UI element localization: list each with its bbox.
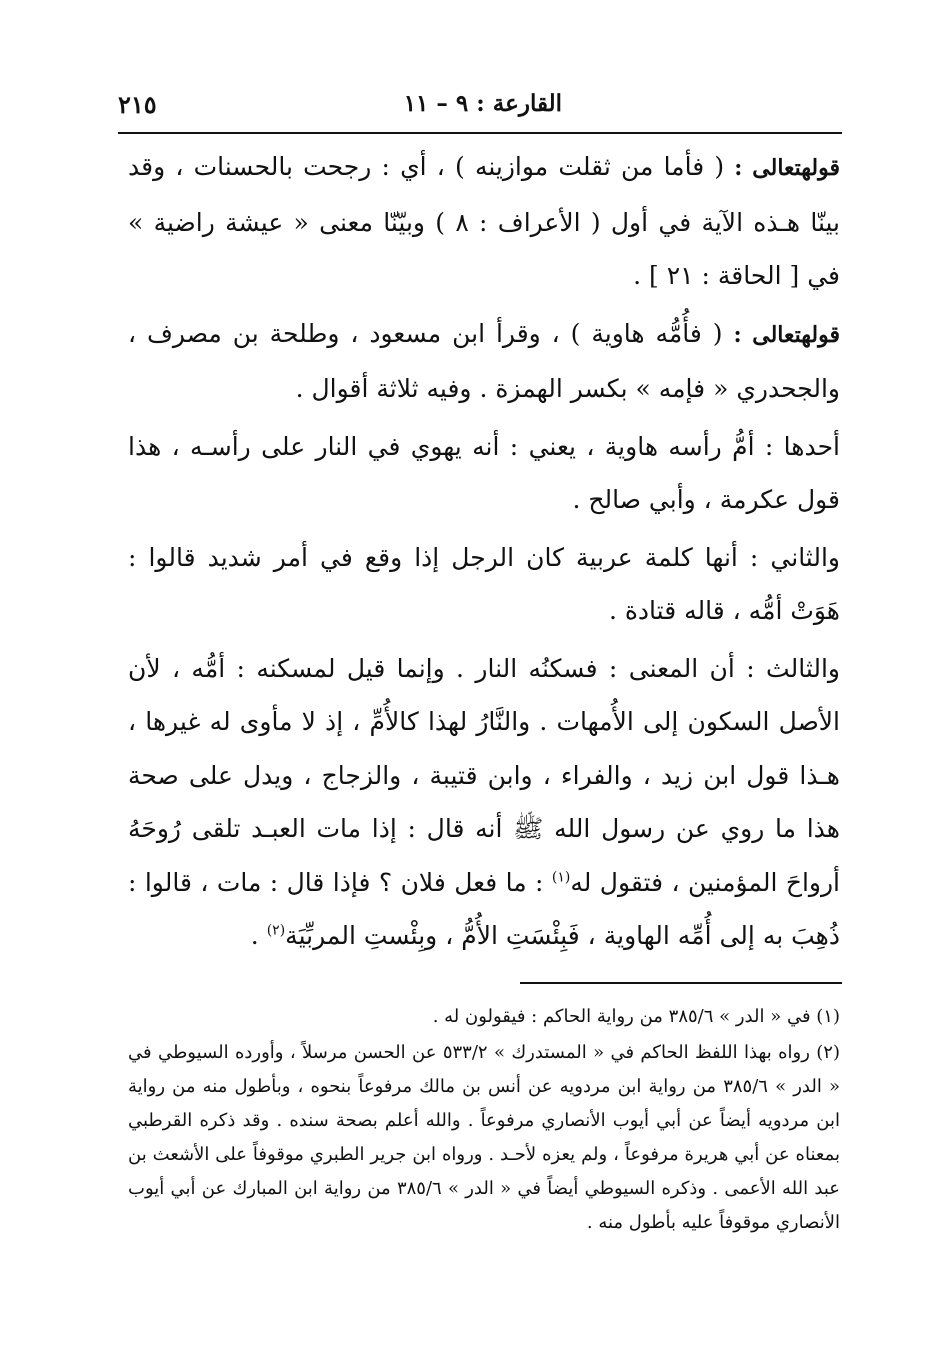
running-title: القارعة : ٩ – ١١ [403,90,562,117]
main-text [128,140,840,967]
paragraph-5-end: . [250,921,267,950]
footnote-1: (١) في « الدر » ٣٨٥/٦ من رواية الحاكم : فيقولون له . [432,1006,840,1027]
footnotes [128,1000,840,1242]
paragraph-5-text-a: والثالث : أن المعنى : فسكنُه النار . وإنما قيل لمسكنه : أمُّه ، لأن الأصل السكون إلى الأُمهات . والنَّارُ لهذا كالأُمِّ ، إذ لا مأوى له غيرها ، هـذا قول ابن زيد ، والفراء ، وابن قتيبة ، والزجاج ، ويدل على صحة هذا ما روي عن رسول الله ﷺ أنه قال : إذا مات العبـد تلقى رُوحَهُ أرواحَ المؤمنين ، فتقول له [128,653,840,897]
paragraph-5-text-b: : ما فعل فلان ؟ فإذا قال : مات ، قالوا : ذُهِبَ به إلى أُمِّه الهاوية ، فَبِئْسَتِ الأُمُّ ، وبِئْستِ المربِّيَة [128,867,840,950]
page-number: ٢١٥ [118,90,157,119]
paragraph-5 [128,642,840,963]
footnote-ref-2: (٢) [266,922,286,939]
paragraph-1-text: ( فأما من ثقلت موازينه ) ، أي : رجحت بالحسنات ، وقد بينّا هـذه الآية في أول ( الأعراف : ٨ ) وبيّنّا معنى « عيشة راضية » في [ الحاقة : ٢١ ] . [128,152,840,290]
paragraph-4-text: والثاني : أنها كلمة عربية كان الرجل إذا وقع في أمر شديد قالوا : هَوَتْ أمُّه ، قاله قتادة . [128,542,840,625]
paragraph-3-text: أحدها : أمُّ رأسه هاوية ، يعني : أنه يهوي في النار على رأسـه ، هذا قول عكرمة ، وأبي صالح . [128,431,840,514]
page-header [118,84,842,124]
header-rule [118,132,842,134]
paragraph-3 [128,420,840,527]
paragraph-2-lead: قولهتعالى : [733,321,840,348]
footnote-rule [520,982,842,984]
paragraph-2-text: ( فأُمُّه هاوية ) ، وقرأ ابن مسعود ، وطلحة بن مصرف ، والجحدري « فإمه » بكسر الهمزة . وفيه ثلاثة أقوال . [128,318,840,403]
paragraph-2 [128,307,840,416]
paragraph-1-lead: قولهتعالى : [734,155,840,181]
footnote-2: (٢) رواه بهذا اللفظ الحاكم في « المستدرك » ٥٣٣/٢ عن الحسن مرسلاً ، وأورده السيوطي في « الدر » ٣٨٥/٦ من رواية ابن مردويه عن أنس بن مالك مرفوعاً بنحوه ، وبأطول منه من رواية ابن مردويه أيضاً عن أبي أيوب الأنصاري مرفوعاً . والله أعلم بصحة سنده . وقد ذكره القرطبي بمعناه عن أبي هريرة مرفوعاً ، ولم يعزه لأحـد . ورواه ابن جرير الطبري موقوفاً على الأشعث بن عبد الله الأعمى . وذكره السيوطي أيضاً في « الدر » ٣٨٥/٦ من رواية ابن المبارك عن أبي أيوب الأنصاري موقوفاً عليه بأطول منه . [128,1042,840,1233]
footnote-ref-1: (١) [551,869,571,886]
paragraph-1 [128,140,840,303]
paragraph-4 [128,531,840,638]
